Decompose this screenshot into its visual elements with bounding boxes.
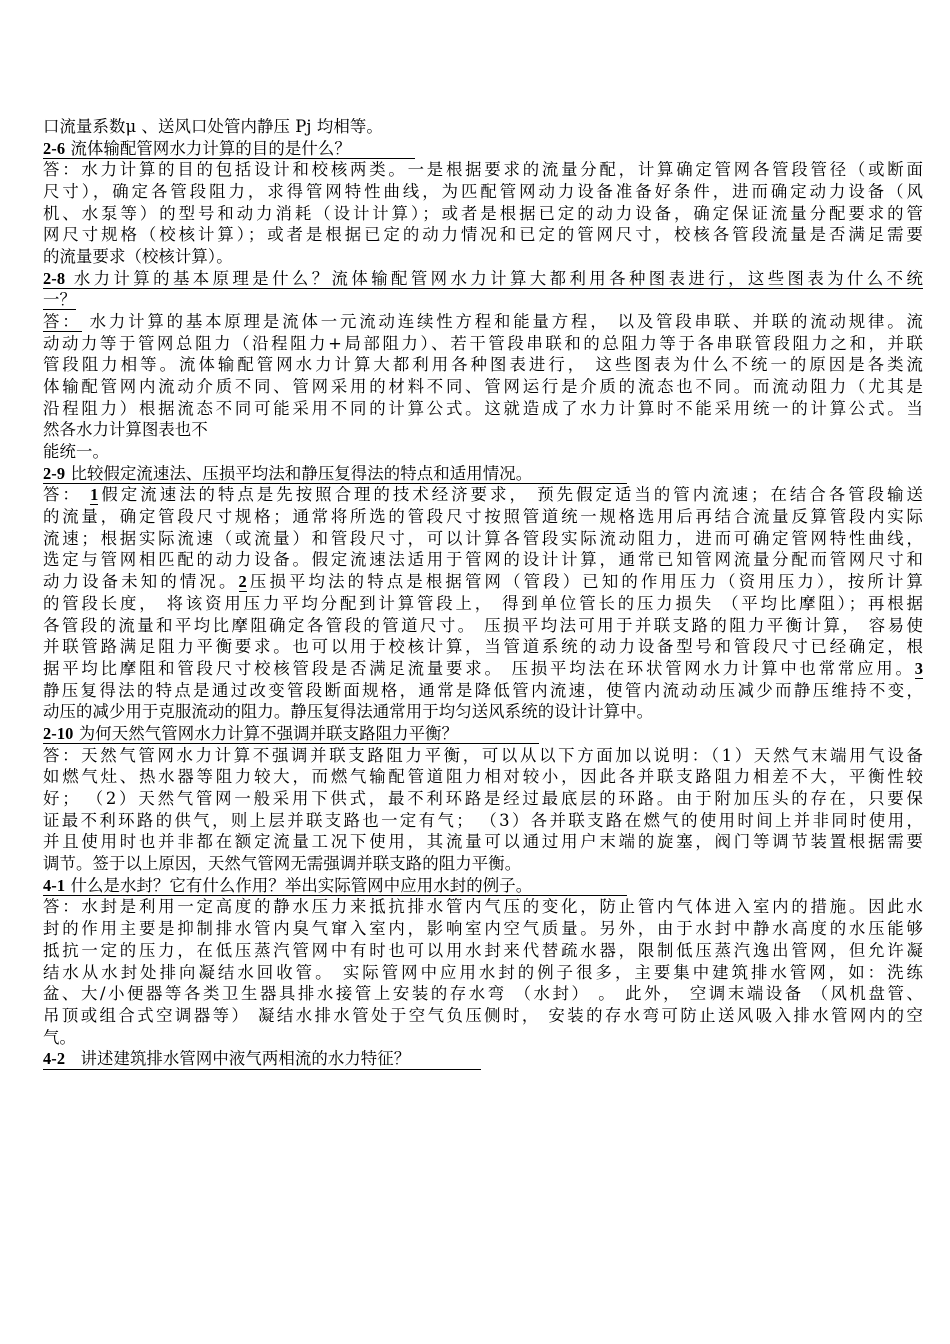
answer-line: 的流量，确定管段尺寸规格；通常将所选的管段尺寸按照管道统一规格选用后再结合流量反算管段内实际 [43,507,923,527]
question-title: 水力计算的基本原理是什么？流体输配管网水力计算大都利用各种图表进行，这些图表为什么不统 [73,268,923,288]
answer-line: 的流量要求（校核计算）。 [43,247,233,267]
question-title: 流体输配管网水力计算的目的是什么？ [70,138,351,158]
question-number: 2-9 [43,463,66,483]
question-2-10 [43,723,923,745]
question-title: 比较假定流速法、压损平均法和静压复得法的特点和适用情况。 [70,463,533,483]
question-title-cont: 一？ [43,290,76,310]
answer-line: 盆、大/小便器等各类卫生器具排水接管上安装的存水弯 （水封） 。 此外， 空调末端设备 （风机盘管、 [43,984,923,1004]
answer-line: 抵抗一定的压力，在低压蒸汽管网中有时也可以用水封来代替疏水器，限制低压蒸汽逸出管网，但允许凝 [43,940,923,960]
answer-line: 的管段长度， 将该资用压力平均分配到计算管段上， 得到单位管长的压力损失 （平均比摩阻）；再根据 [43,593,923,613]
answer-line: 答：天然气管网水力计算不强调并联支路阻力平衡，可以从以下方面加以说明：（1）天然气末端用气设备 [43,745,923,765]
answer-line [43,658,923,680]
answer-line: 证最不利环路的供气，则上层并联支路也一定有气； （3）各并联支路在燃气的使用时间上并非同时使用， [43,810,923,830]
answer-line: 如燃气灶、热水器等阻力较大，而燃气输配管道阻力相对较小，因此各并联支路阻力相差不大，平衡性较 [43,767,923,787]
answer-line: 答：水封是利用一定高度的静水压力来抵抗排水管内气压的变化，防止管内气体进入室内的措施。因此水 [43,897,923,917]
item-number-2: 2 [238,572,247,592]
answer-line: 管段阻力相等。流体输配管网水力计算大都利用各种图表进行， 这些图表为什么不统一的原因是各类流 [43,355,923,375]
question-title: 为何天然气管网水力计算不强调并联支路阻力平衡？ [78,723,459,743]
question-2-8 [43,268,923,289]
question-2-9 [43,463,923,485]
answer-line: 机、水泵等）的型号和动力消耗（设计计算）；或者是根据已定的动力设备，确定保证流量分配要求的管 [43,203,923,223]
answer-line: 封的作用主要是抑制排水管内臭气窜入室内，影响室内空气质量。另外，由于水封中静水高度的水压能够 [43,919,923,939]
answer-line: 网尺寸规格（校核计算）；或者是根据已定的动力情况和已定的管网尺寸，校核各管段流量是否满足需要 [43,225,923,245]
answer-line: 吊顶或组合式空调器等） 凝结水排水管处于空气负压侧时， 安装的存水弯可防止送风吸入排水管网内的空 [43,1005,923,1025]
answer-line: 沿程阻力）根据流态不同可能采用不同的计算公式。这就造成了水力计算时不能采用统一的计算公式。当 [43,398,923,418]
answer-line: 然各水力计算图表也不 [43,420,208,440]
question-title: 什么是水封？它有什么作用？举出实际管网中应用水封的例子。 [70,875,533,895]
question-4-1 [43,875,923,897]
answer-line: 好； （2）天然气管网一般采用下供式，最不利环路是经过最底层的环路。由于附加压头的存在，只要保 [43,789,923,809]
answer-line: 体输配管网内流动介质不同、管网采用的材料不同、管网运行是介质的流态也不同。而流动阻力（尤其是 [43,376,923,396]
question-number: 2-10 [43,723,74,743]
question-number: 2-6 [43,138,66,158]
answer-line: 各管段的流量和平均比摩阻确定各管段的管道尺寸。 压损平均法可用于并联支路的阻力平衡计算， 容易使 [43,615,923,635]
answer-line: 动动力等于管网总阻力（沿程阻力+局部阻力）、若干管段串联和的总阻力等于各串联管段阻力之和，并联 [43,333,923,353]
answer-line [43,311,923,333]
answer-text: 动力设备未知的情况。 [43,572,239,592]
answer-line [43,484,923,506]
answer-line: 动压的减少用于克服流动的阻力。静压复得法通常用于均匀送风系统的设计计算中。 [43,702,654,722]
question-title: 讲述建筑排水管网中液气两相流的水力特征？ [80,1049,411,1069]
answer-line: 静压复得法的特点是通过改变管段断面规格，通常是降低管内流速，使管内流动动压减少而静压维持不变， [43,680,923,700]
answer-line: 流速；根据实际流速（或流量）和管段尺寸，可以计算各管段实际流动阻力，进而可确定管网特性曲线， [43,528,923,548]
answer-line: 能统一。 [43,442,109,462]
item-number-3: 3 [914,658,923,678]
answer-text: 压损平均法的特点是根据管网（管段）已知的作用压力（资用压力），按所计算 [246,572,923,592]
question-4-2 [43,1048,923,1070]
carryover-line: 口流量系数μ 、送风口处管内静压 Pj 均相等。 [43,117,383,136]
answer-line: 气。 [43,1027,76,1047]
answer-text: 据平均比摩阻和管段尺寸校核管段是否满足流量要求。 压损平均法在环状管网水力计算中也常常应用。 [43,658,915,678]
answer-line: 选定与管网相匹配的动力设备。假定流速法适用于管网的设计计算，通常已知管网流量分配而管网尺寸和 [43,550,923,570]
document-page [43,116,923,1070]
question-number: 4-2 [43,1049,66,1069]
answer-label: 答： [43,485,82,505]
item-number-1: 1 [90,485,99,505]
answer-line [43,571,923,593]
answer-line: 答：水力计算的目的包括设计和校核两类。一是根据要求的流量分配，计算确定管网各管段管径（或断面 [43,160,923,180]
answer-text: 水力计算的基本原理是流体一元流动连续性方程和能量方程， 以及管段串联、并联的流动规律。流 [89,311,923,331]
question-2-8-cont [43,289,923,311]
answer-line: 尺寸），确定各管段阻力，求得管网特性曲线，为匹配管网动力设备准备好条件，进而确定动力设备（风 [43,182,923,202]
question-number: 2-8 [43,268,66,288]
answer-line: 并且使用时也并非都在额定流量工况下使用，其流量可以通过用户末端的旋塞，阀门等调节装置根据需要 [43,832,923,852]
answer-line: 并联管路满足阻力平衡要求。也可以用于校核计算，当管道系统的动力设备型号和管段尺寸已经确定，根 [43,637,923,657]
question-number: 4-1 [43,875,66,895]
answer-label: 答： [43,311,82,331]
answer-line: 结水从水封处排向凝结水回收管。 实际管网中应用水封的例子很多，主要集中建筑排水管网，如：洗练 [43,962,923,982]
question-2-6 [43,138,923,160]
answer-line: 调节。签于以上原因，天然气管网无需强调并联支路的阻力平衡。 [43,854,522,874]
answer-text: 假定流速法的特点是先按照合理的技术经济要求， 预先假定适当的管内流速；在结合各管段输送 [98,485,923,505]
